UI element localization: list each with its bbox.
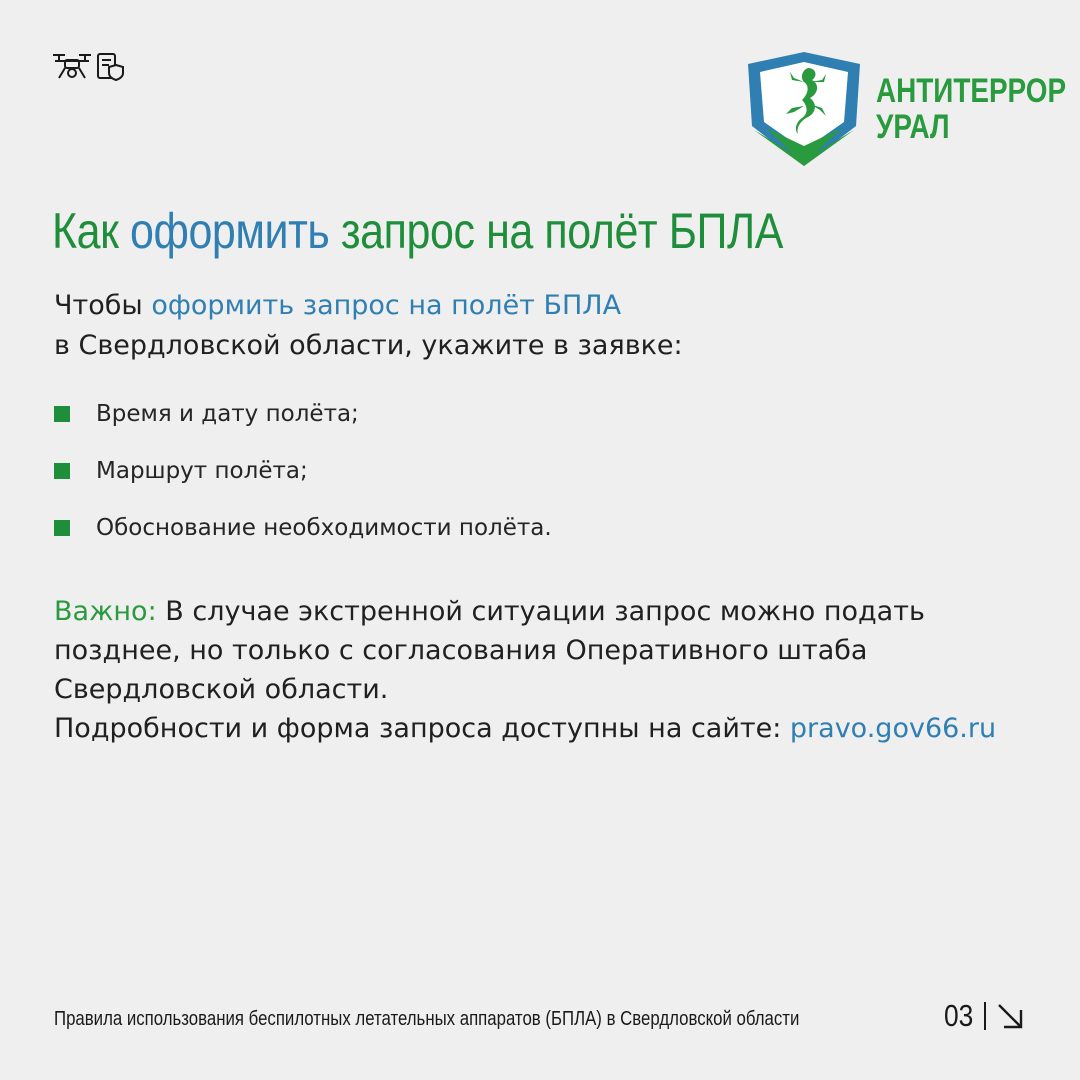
website-link[interactable]: pravo.gov66.ru: [789, 713, 997, 744]
list-item: [54, 449, 552, 493]
intro-prefix: Чтобы: [54, 290, 152, 321]
page-number: 03: [944, 998, 974, 1033]
intro-text: [54, 286, 683, 366]
arrow-down-right-icon[interactable]: [996, 1002, 1024, 1030]
document-shield-icon: [96, 52, 126, 82]
intro-line-1: [54, 286, 683, 326]
logo-line-1: АНТИТЕРРОР: [876, 72, 1067, 110]
list-item: [54, 392, 552, 436]
intro-highlight: оформить запрос на полёт БПЛА: [151, 290, 622, 321]
footer-caption: Правила использования беспилотных летательных аппаратов (БПЛА) в Свердловской области: [54, 1008, 800, 1030]
list-item: [54, 506, 552, 550]
note-text: В случае экстренной ситуации запрос можно подать позднее, но только с согласования Оперативного штаба Свердловской области.: [54, 596, 925, 705]
list-item-text: Обоснование необходимости полёта.: [96, 515, 552, 541]
logo-line-2: УРАЛ: [876, 108, 950, 146]
note-label: Важно:: [54, 596, 157, 627]
pager-divider: [984, 1002, 986, 1030]
list-item-text: Маршрут полёта;: [96, 458, 308, 484]
title-part-2: оформить: [130, 203, 330, 259]
note-details: [54, 709, 1044, 748]
page-title: [52, 198, 783, 264]
gecko-shield-icon: [746, 50, 862, 168]
list-item-text: Время и дату полёта;: [96, 401, 359, 427]
drone-icon: [52, 52, 92, 82]
bullet-square-icon: [54, 463, 70, 479]
logo-text: [876, 73, 1066, 145]
bullet-square-icon: [54, 406, 70, 422]
note-paragraph: [54, 592, 1044, 709]
details-text: Подробности и форма запроса доступны на сайте:: [54, 713, 790, 744]
bullet-square-icon: [54, 520, 70, 536]
logo: [746, 50, 1080, 168]
header-icons: [52, 52, 126, 82]
important-note: [54, 592, 1044, 748]
pager: [944, 996, 1024, 1036]
title-part-3: запрос на полёт БПЛА: [329, 203, 784, 259]
intro-line-2: в Свердловской области, укажите в заявке:: [54, 330, 683, 361]
title-part-1: Как: [52, 203, 131, 259]
requirements-list: [54, 392, 552, 563]
